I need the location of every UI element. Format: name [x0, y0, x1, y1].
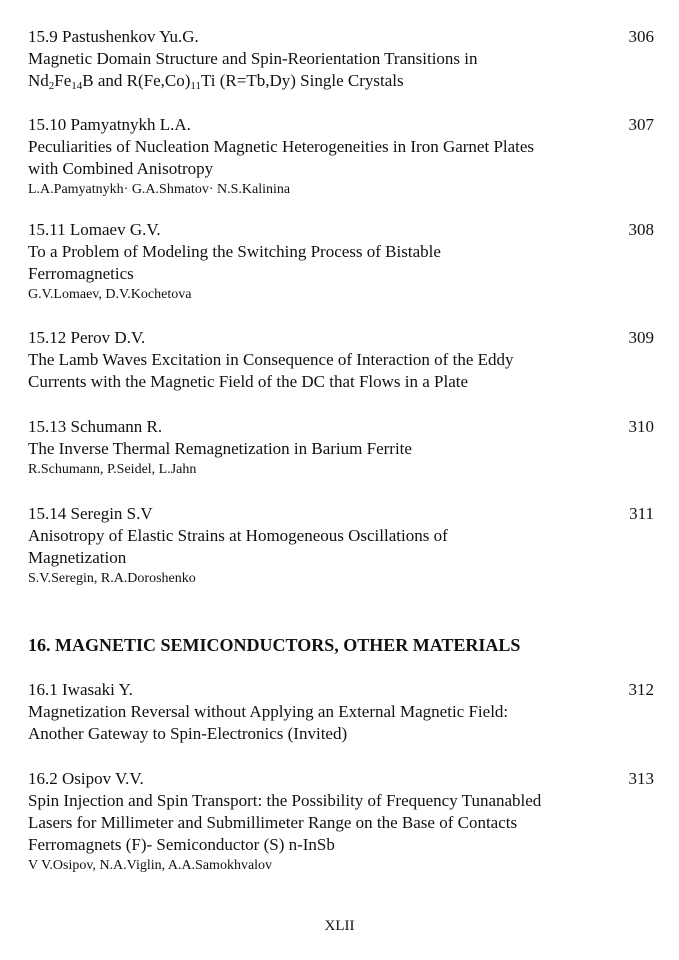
page-footer-number: XLII	[324, 918, 355, 934]
entry-author-heading: 15.11 Lomaev G.V.	[28, 220, 161, 239]
entry-heading	[28, 503, 654, 525]
toc-entry	[28, 503, 654, 589]
entry-authors: S.V.Seregin, R.A.Doroshenko	[28, 571, 196, 586]
entry-title-line: Currents with the Magnetic Field of the DC that Flows in a Plate	[28, 372, 469, 391]
page-number: 310	[628, 417, 654, 436]
entry-heading	[28, 26, 654, 48]
entry-title-line: Another Gateway to Spin-Electronics (Invited)	[28, 724, 348, 743]
entry-author-heading: 15.10 Pamyatnykh L.A.	[28, 115, 191, 134]
section-heading: 16. MAGNETIC SEMICONDUCTORS, OTHER MATERIALS	[28, 635, 521, 655]
entry-title-line: Ferromagnets (F)- Semiconductor (S) n-InSb	[28, 835, 335, 854]
entry-title-line: Anisotropy of Elastic Strains at Homogeneous Oscillations of	[28, 526, 448, 545]
page-number: 308	[628, 220, 654, 239]
entry-author-heading: 16.2 Osipov V.V.	[28, 769, 144, 788]
entry-heading	[28, 768, 654, 790]
entry-authors: V V.Osipov, N.A.Viglin, A.A.Samokhvalov	[28, 858, 273, 873]
entry-title-line: The Lamb Waves Excitation in Consequence of Interaction of the Eddy	[28, 350, 514, 369]
page-number: 312	[628, 680, 654, 699]
page-number: 313	[628, 769, 654, 788]
toc-entry	[28, 679, 654, 745]
entry-author-heading: 15.12 Perov D.V.	[28, 328, 146, 347]
entry-heading	[28, 114, 654, 136]
toc-entry	[28, 114, 654, 200]
entry-heading	[28, 679, 654, 701]
entry-title-line: Magnetic Domain Structure and Spin-Reorientation Transitions in	[28, 49, 478, 68]
toc-entry	[28, 26, 654, 92]
entry-title-line: Magnetization Reversal without Applying an External Magnetic Field:	[28, 702, 509, 721]
toc-entry	[28, 327, 654, 393]
entry-heading	[28, 219, 654, 241]
page-number: 311	[629, 504, 654, 523]
entry-author-heading: 15.13 Schumann R.	[28, 417, 163, 436]
entry-authors: R.Schumann, P.Seidel, L.Jahn	[28, 462, 197, 477]
page-number: 309	[628, 328, 654, 347]
page-number: 306	[628, 27, 654, 46]
entry-heading	[28, 327, 654, 349]
entry-title-line: $Nd_2Fe_{14}B$ and $R(Fe,Co)_{11}Ti$ (R=Tb,Dy) Single Crystals	[28, 71, 404, 92]
entry-title-line: Spin Injection and Spin Transport: the Possibility of Frequency Tunanabled	[28, 791, 542, 810]
toc-entry	[28, 219, 654, 305]
entry-title-line: To a Problem of Modeling the Switching Process of Bistable	[28, 242, 441, 261]
entry-authors: G.V.Lomaev, D.V.Kochetova	[28, 287, 192, 302]
entry-author-heading: 16.1 Iwasaki Y.	[28, 680, 133, 699]
entry-heading	[28, 416, 654, 438]
entry-title-line: The Inverse Thermal Remagnetization in Barium Ferrite	[28, 439, 412, 458]
entry-authors: L.A.Pamyatnykh· G.A.Shmatov· N.S.Kalinina	[28, 182, 291, 197]
entry-title-line: Magnetization	[28, 548, 127, 567]
page-number: 307	[628, 115, 654, 134]
entry-title-line: Ferromagnetics	[28, 264, 134, 283]
entry-title-line: Peculiarities of Nucleation Magnetic Heterogeneities in Iron Garnet Plates	[28, 137, 535, 156]
toc-entry	[28, 768, 654, 876]
entry-author-heading: 15.9 Pastushenkov Yu.G.	[28, 27, 199, 46]
toc-entry	[28, 416, 654, 480]
entry-title-line: with Combined Anisotropy	[28, 159, 214, 178]
entry-author-heading: 15.14 Seregin S.V	[28, 504, 153, 523]
entry-title-line: Lasers for Millimeter and Submillimeter Range on the Base of Contacts	[28, 813, 518, 832]
